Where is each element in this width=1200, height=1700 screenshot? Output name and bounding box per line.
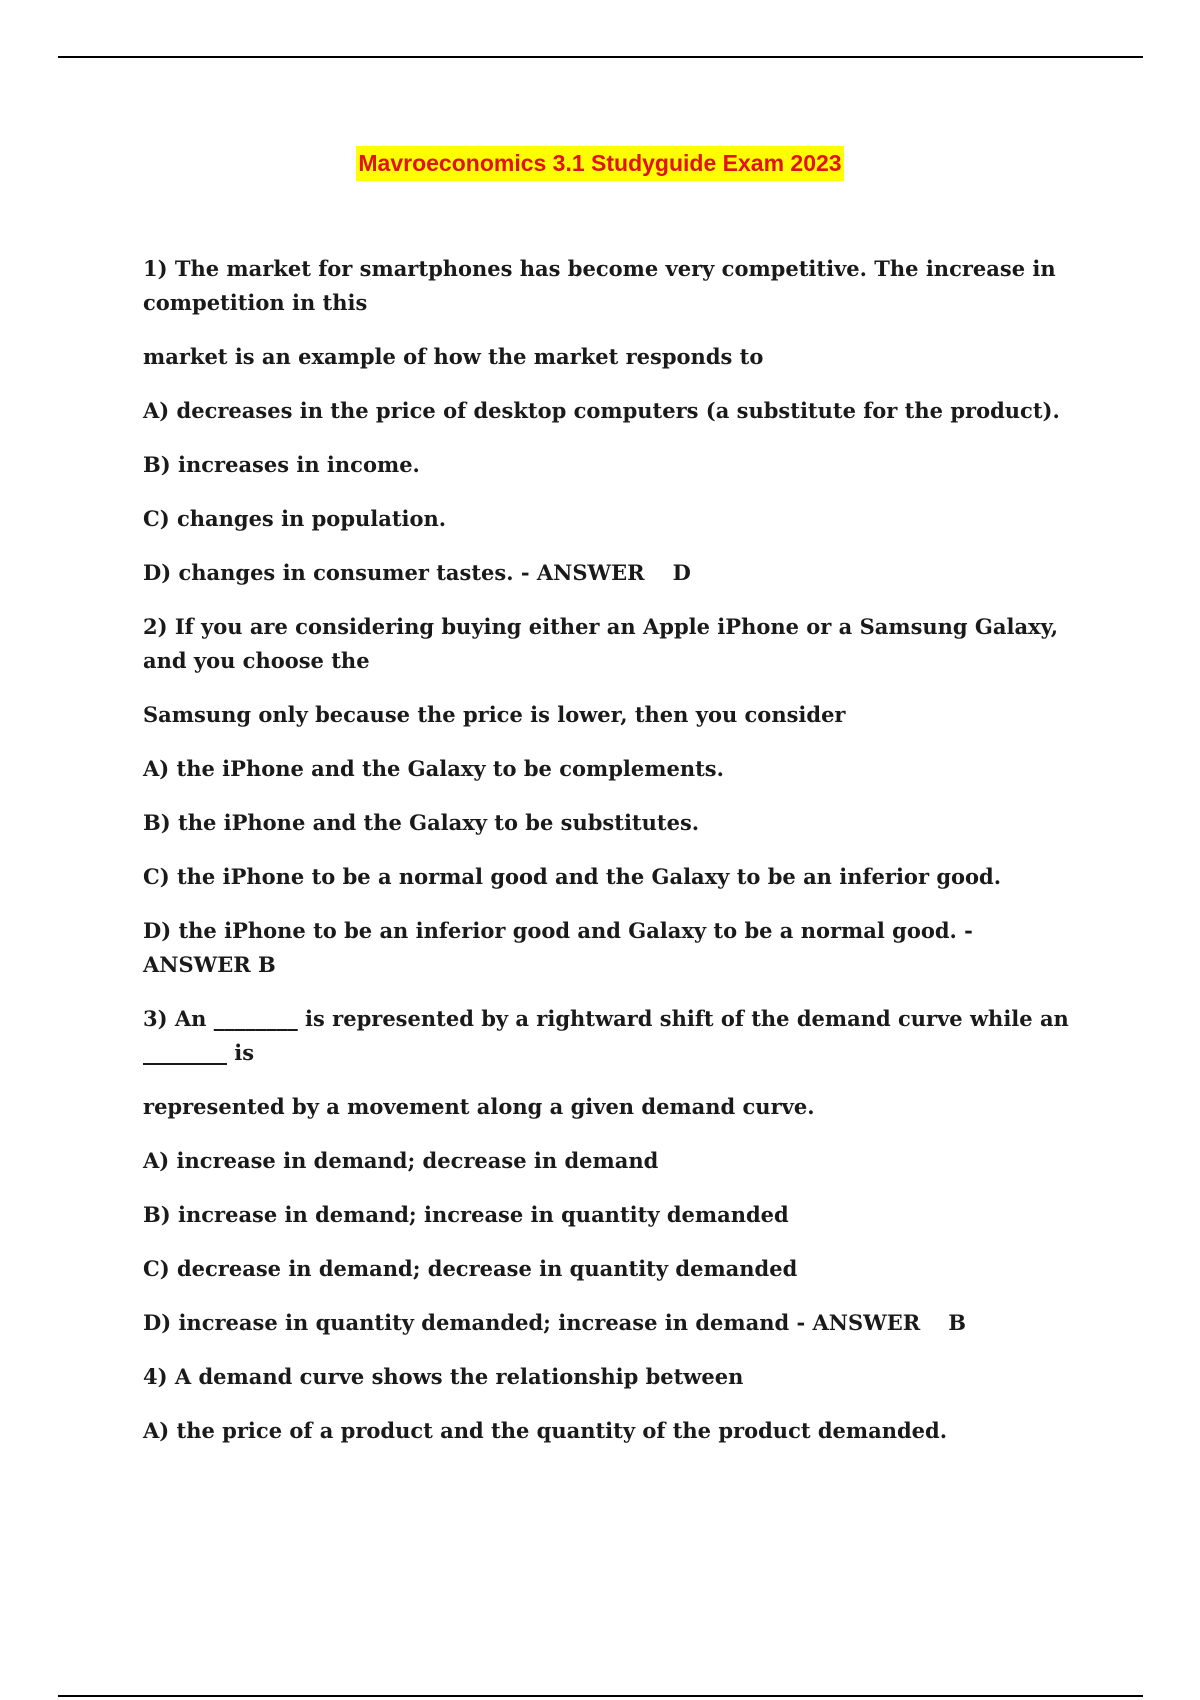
question-1-option-d-text: D) changes in consumer tastes. - ANSWER (143, 560, 645, 585)
question-3-stem: 3) An ________ is represented by a rightward shift of the demand curve while an ________ is (143, 1006, 1069, 1065)
question-2-option-c: C) the iPhone to be a normal good and the Galaxy to be an inferior good. (143, 864, 1002, 889)
question-1-option-d (143, 556, 1083, 590)
title-container (0, 146, 1200, 181)
question-1-answer: D (672, 560, 691, 585)
question-3-option-c: C) decrease in demand; decrease in quantity demanded (143, 1256, 798, 1281)
top-rule (58, 56, 1143, 58)
question-1-stem: 1) The market for smartphones has become very competitive. The increase in competition in this (143, 256, 1056, 315)
question-2-option-b: B) the iPhone and the Galaxy to be substitutes. (143, 810, 700, 835)
question-3-option-b: B) increase in demand; increase in quantity demanded (143, 1202, 789, 1227)
question-4-option-a: A) the price of a product and the quantity of the product demanded. (143, 1418, 948, 1443)
question-2-option-d: D) the iPhone to be an inferior good and Galaxy to be a normal good. - ANSWER B (143, 918, 973, 977)
question-3-stem-cont: represented by a movement along a given demand curve. (143, 1094, 815, 1119)
document-body (143, 252, 1083, 1468)
question-4-stem: 4) A demand curve shows the relationship between (143, 1364, 744, 1389)
document-title: Mavroeconomics 3.1 Studyguide Exam 2023 (356, 146, 843, 181)
question-3-option-d (143, 1306, 1083, 1340)
question-1-option-a: A) decreases in the price of desktop computers (a substitute for the product). (143, 398, 1060, 423)
question-1-option-b: B) increases in income. (143, 452, 420, 477)
question-3-option-a: A) increase in demand; decrease in demand (143, 1148, 659, 1173)
question-2-stem-cont: Samsung only because the price is lower, then you consider (143, 702, 846, 727)
question-2-option-a: A) the iPhone and the Galaxy to be complements. (143, 756, 724, 781)
question-2-stem: 2) If you are considering buying either an Apple iPhone or a Samsung Galaxy, and you choose the (143, 614, 1059, 673)
question-1-option-c: C) changes in population. (143, 506, 447, 531)
bottom-rule (58, 1695, 1143, 1697)
question-3-answer: B (948, 1310, 966, 1335)
question-1-stem-cont: market is an example of how the market responds to (143, 344, 764, 369)
question-3-option-d-text: D) increase in quantity demanded; increase in demand - ANSWER (143, 1310, 921, 1335)
